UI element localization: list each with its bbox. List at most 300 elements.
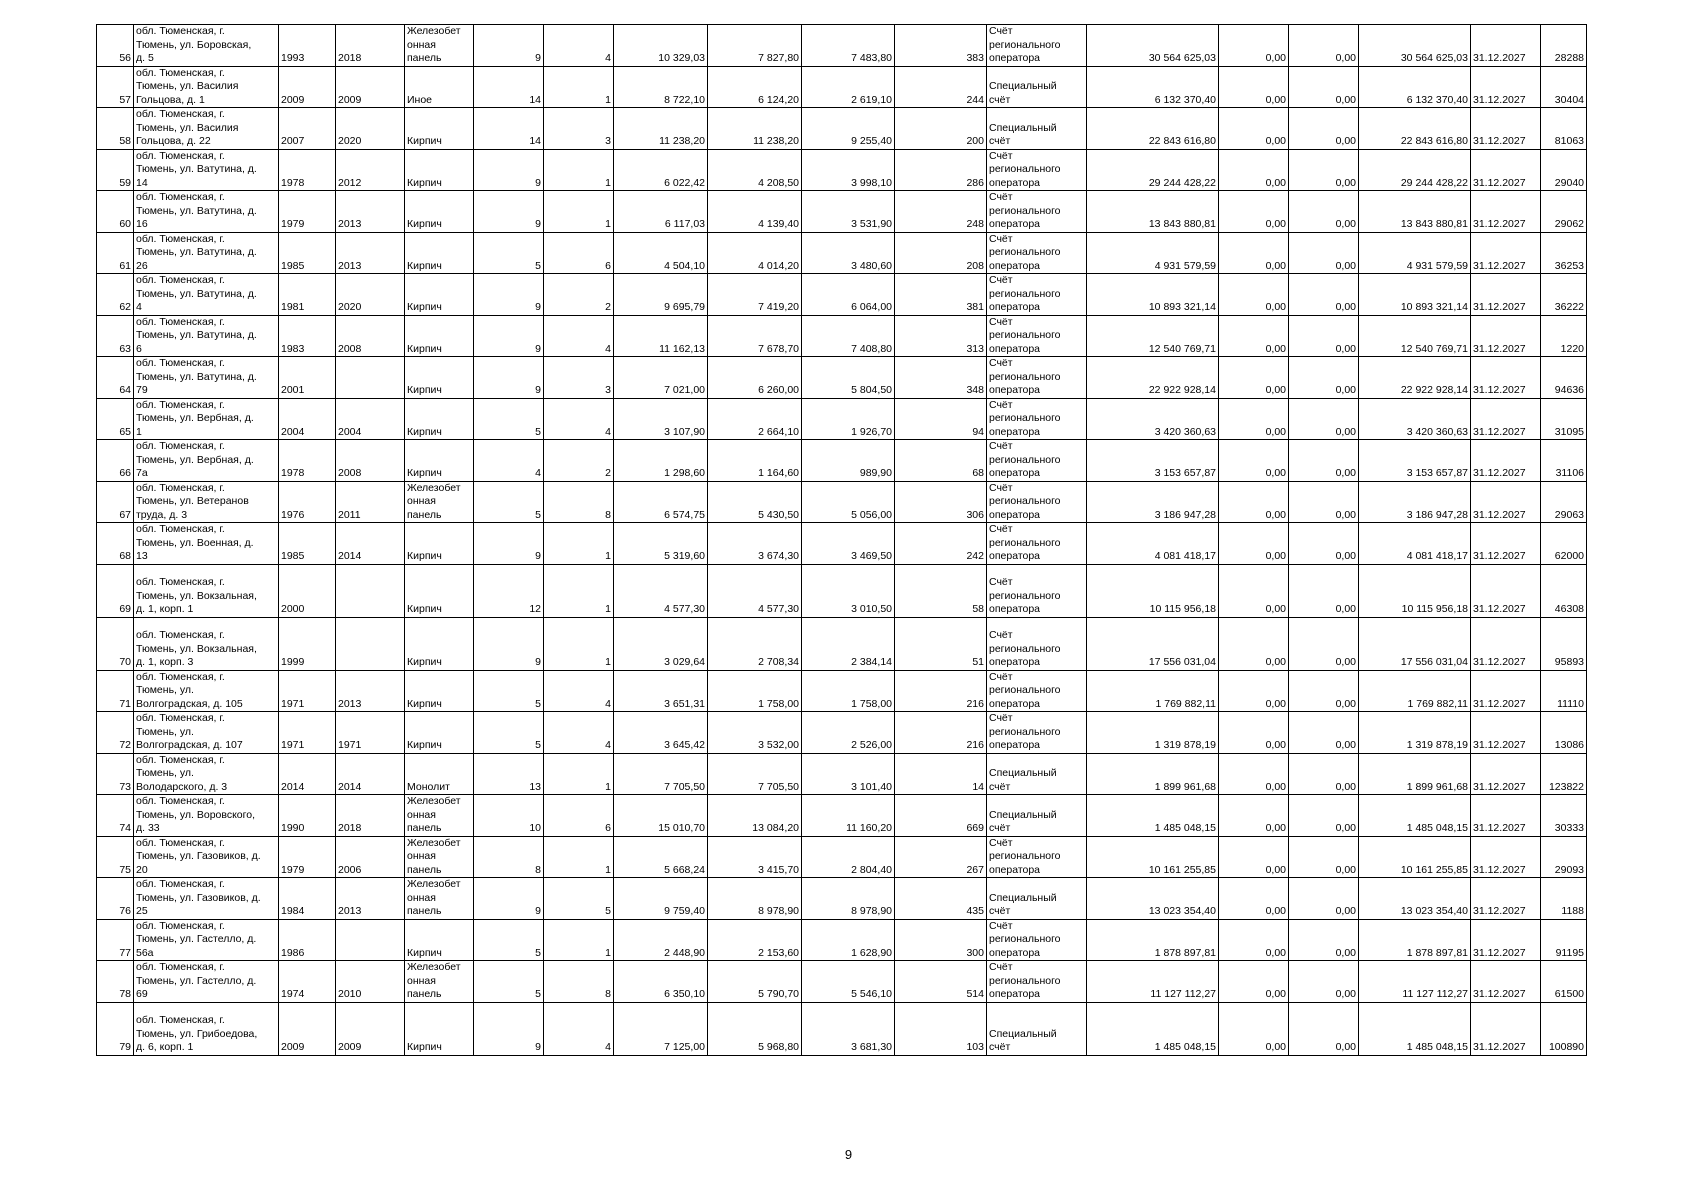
overhaul-year-cell: 2011 <box>336 481 405 523</box>
house-id-cell: 36253 <box>1541 232 1587 274</box>
residential-area-cell: 6 064,00 <box>802 274 895 316</box>
row-number: 60 <box>97 191 134 233</box>
residential-area-cell: 7 483,80 <box>802 25 895 67</box>
total-area-cell: 9 759,40 <box>614 878 708 920</box>
house-id-cell: 30333 <box>1541 795 1587 837</box>
zero-cell-b: 0,00 <box>1289 712 1359 754</box>
deadline-cell: 31.12.2027 <box>1471 357 1541 399</box>
deadline-cell: 31.12.2027 <box>1471 564 1541 617</box>
residential-area-cell: 9 255,40 <box>802 108 895 150</box>
zero-cell-a: 0,00 <box>1219 274 1289 316</box>
address-cell: обл. Тюменская, г. Тюмень, ул. Гастелло, д. 69 <box>134 961 279 1003</box>
account-type-cell: Счёт регионального оператора <box>987 961 1087 1003</box>
floors-cell: 5 <box>474 670 544 712</box>
zero-cell-b: 0,00 <box>1289 523 1359 565</box>
floors-cell: 9 <box>474 878 544 920</box>
total-sum-cell: 3 153 657,87 <box>1359 440 1471 482</box>
row-number: 74 <box>97 795 134 837</box>
row-number: 64 <box>97 357 134 399</box>
row-number: 72 <box>97 712 134 754</box>
wall-material-cell: Кирпич <box>405 564 474 617</box>
planned-sum-cell: 11 127 112,27 <box>1087 961 1219 1003</box>
planned-sum-cell: 13 843 880,81 <box>1087 191 1219 233</box>
total-area-cell: 7 705,50 <box>614 753 708 795</box>
entrances-cell: 4 <box>544 670 614 712</box>
living-area-cell: 3 674,30 <box>708 523 802 565</box>
table-row <box>97 191 1587 233</box>
total-sum-cell: 1 878 897,81 <box>1359 919 1471 961</box>
residential-area-cell: 5 804,50 <box>802 357 895 399</box>
living-area-cell: 4 208,50 <box>708 149 802 191</box>
row-number: 79 <box>97 1002 134 1055</box>
entrances-cell: 1 <box>544 191 614 233</box>
overhaul-year-cell: 2008 <box>336 440 405 482</box>
zero-cell-a: 0,00 <box>1219 795 1289 837</box>
table-row <box>97 108 1587 150</box>
residential-area-cell: 5 056,00 <box>802 481 895 523</box>
account-type-cell: Счёт регионального оператора <box>987 191 1087 233</box>
table-row <box>97 232 1587 274</box>
total-area-cell: 6 350,10 <box>614 961 708 1003</box>
wall-material-cell: Кирпич <box>405 149 474 191</box>
residents-cell: 242 <box>895 523 987 565</box>
wall-material-cell: Кирпич <box>405 617 474 670</box>
row-number: 66 <box>97 440 134 482</box>
planned-sum-cell: 10 115 956,18 <box>1087 564 1219 617</box>
overhaul-year-cell <box>336 919 405 961</box>
build-year-cell: 2009 <box>279 1002 336 1055</box>
overhaul-year-cell: 2013 <box>336 878 405 920</box>
address-cell: обл. Тюменская, г. Тюмень, ул. Газовиков, д. 20 <box>134 836 279 878</box>
row-number: 57 <box>97 66 134 108</box>
total-area-cell: 4 504,10 <box>614 232 708 274</box>
deadline-cell: 31.12.2027 <box>1471 149 1541 191</box>
deadline-cell: 31.12.2027 <box>1471 753 1541 795</box>
build-year-cell: 1984 <box>279 878 336 920</box>
table-row <box>97 66 1587 108</box>
zero-cell-a: 0,00 <box>1219 670 1289 712</box>
deadline-cell: 31.12.2027 <box>1471 1002 1541 1055</box>
living-area-cell: 2 664,10 <box>708 398 802 440</box>
residents-cell: 14 <box>895 753 987 795</box>
residents-cell: 94 <box>895 398 987 440</box>
total-area-cell: 3 107,90 <box>614 398 708 440</box>
residential-area-cell: 3 101,40 <box>802 753 895 795</box>
residential-area-cell: 989,90 <box>802 440 895 482</box>
overhaul-year-cell: 2020 <box>336 274 405 316</box>
zero-cell-b: 0,00 <box>1289 191 1359 233</box>
zero-cell-a: 0,00 <box>1219 961 1289 1003</box>
floors-cell: 4 <box>474 440 544 482</box>
planned-sum-cell: 17 556 031,04 <box>1087 617 1219 670</box>
floors-cell: 9 <box>474 357 544 399</box>
account-type-cell: Счёт регионального оператора <box>987 440 1087 482</box>
table-row <box>97 795 1587 837</box>
build-year-cell: 1974 <box>279 961 336 1003</box>
wall-material-cell: Кирпич <box>405 357 474 399</box>
entrances-cell: 4 <box>544 1002 614 1055</box>
account-type-cell: Счёт регионального оператора <box>987 357 1087 399</box>
zero-cell-b: 0,00 <box>1289 670 1359 712</box>
deadline-cell: 31.12.2027 <box>1471 440 1541 482</box>
zero-cell-b: 0,00 <box>1289 66 1359 108</box>
deadline-cell: 31.12.2027 <box>1471 712 1541 754</box>
floors-cell: 9 <box>474 523 544 565</box>
address-cell: обл. Тюменская, г. Тюмень, ул. Волгоградская, д. 107 <box>134 712 279 754</box>
residential-area-cell: 2 619,10 <box>802 66 895 108</box>
row-number: 56 <box>97 25 134 67</box>
account-type-cell: Счёт регионального оператора <box>987 919 1087 961</box>
living-area-cell: 3 415,70 <box>708 836 802 878</box>
total-area-cell: 6 574,75 <box>614 481 708 523</box>
residents-cell: 435 <box>895 878 987 920</box>
residential-area-cell: 3 480,60 <box>802 232 895 274</box>
overhaul-year-cell <box>336 357 405 399</box>
house-id-cell: 31106 <box>1541 440 1587 482</box>
total-sum-cell: 22 843 616,80 <box>1359 108 1471 150</box>
wall-material-cell: Кирпич <box>405 523 474 565</box>
house-id-cell: 123822 <box>1541 753 1587 795</box>
residential-area-cell: 3 010,50 <box>802 564 895 617</box>
zero-cell-a: 0,00 <box>1219 149 1289 191</box>
house-id-cell: 13086 <box>1541 712 1587 754</box>
zero-cell-a: 0,00 <box>1219 919 1289 961</box>
zero-cell-a: 0,00 <box>1219 315 1289 357</box>
floors-cell: 9 <box>474 149 544 191</box>
house-id-cell: 81063 <box>1541 108 1587 150</box>
deadline-cell: 31.12.2027 <box>1471 795 1541 837</box>
living-area-cell: 1 758,00 <box>708 670 802 712</box>
overhaul-year-cell: 2014 <box>336 753 405 795</box>
table-body <box>97 25 1587 1056</box>
page-number: 9 <box>844 1147 853 1162</box>
table-row <box>97 357 1587 399</box>
overhaul-year-cell: 2018 <box>336 25 405 67</box>
address-cell: обл. Тюменская, г. Тюмень, ул. Вербная, д. 7а <box>134 440 279 482</box>
overhaul-year-cell: 2013 <box>336 191 405 233</box>
floors-cell: 13 <box>474 753 544 795</box>
row-number: 67 <box>97 481 134 523</box>
zero-cell-a: 0,00 <box>1219 617 1289 670</box>
entrances-cell: 4 <box>544 315 614 357</box>
account-type-cell: Счёт регионального оператора <box>987 149 1087 191</box>
total-sum-cell: 10 893 321,14 <box>1359 274 1471 316</box>
deadline-cell: 31.12.2027 <box>1471 232 1541 274</box>
residential-area-cell: 2 804,40 <box>802 836 895 878</box>
floors-cell: 9 <box>474 315 544 357</box>
residents-cell: 383 <box>895 25 987 67</box>
planned-sum-cell: 3 186 947,28 <box>1087 481 1219 523</box>
overhaul-year-cell <box>336 564 405 617</box>
house-id-cell: 29093 <box>1541 836 1587 878</box>
zero-cell-b: 0,00 <box>1289 25 1359 67</box>
deadline-cell: 31.12.2027 <box>1471 25 1541 67</box>
entrances-cell: 1 <box>544 617 614 670</box>
table-row <box>97 753 1587 795</box>
total-area-cell: 3 029,64 <box>614 617 708 670</box>
row-number: 65 <box>97 398 134 440</box>
account-type-cell: Специальный счёт <box>987 753 1087 795</box>
residents-cell: 286 <box>895 149 987 191</box>
account-type-cell: Специальный счёт <box>987 66 1087 108</box>
planned-sum-cell: 1 319 878,19 <box>1087 712 1219 754</box>
address-cell: обл. Тюменская, г. Тюмень, ул. Вокзальная, д. 1, корп. 1 <box>134 564 279 617</box>
total-sum-cell: 6 132 370,40 <box>1359 66 1471 108</box>
table-row <box>97 670 1587 712</box>
deadline-cell: 31.12.2027 <box>1471 191 1541 233</box>
house-id-cell: 95893 <box>1541 617 1587 670</box>
living-area-cell: 7 419,20 <box>708 274 802 316</box>
total-sum-cell: 22 922 928,14 <box>1359 357 1471 399</box>
table-row <box>97 712 1587 754</box>
residential-area-cell: 7 408,80 <box>802 315 895 357</box>
overhaul-year-cell: 2009 <box>336 1002 405 1055</box>
planned-sum-cell: 4 931 579,59 <box>1087 232 1219 274</box>
row-number: 59 <box>97 149 134 191</box>
entrances-cell: 1 <box>544 149 614 191</box>
total-area-cell: 10 329,03 <box>614 25 708 67</box>
planned-sum-cell: 1 485 048,15 <box>1087 795 1219 837</box>
total-sum-cell: 1 319 878,19 <box>1359 712 1471 754</box>
overhaul-year-cell: 2008 <box>336 315 405 357</box>
account-type-cell: Счёт регионального оператора <box>987 315 1087 357</box>
living-area-cell: 5 430,50 <box>708 481 802 523</box>
address-cell: обл. Тюменская, г. Тюмень, ул. Боровская, д. 5 <box>134 25 279 67</box>
zero-cell-b: 0,00 <box>1289 481 1359 523</box>
residential-area-cell: 11 160,20 <box>802 795 895 837</box>
living-area-cell: 4 014,20 <box>708 232 802 274</box>
deadline-cell: 31.12.2027 <box>1471 108 1541 150</box>
floors-cell: 10 <box>474 795 544 837</box>
entrances-cell: 1 <box>544 564 614 617</box>
overhaul-year-cell <box>336 617 405 670</box>
zero-cell-b: 0,00 <box>1289 753 1359 795</box>
total-area-cell: 9 695,79 <box>614 274 708 316</box>
residents-cell: 514 <box>895 961 987 1003</box>
account-type-cell: Счёт регионального оператора <box>987 481 1087 523</box>
build-year-cell: 1985 <box>279 232 336 274</box>
living-area-cell: 7 678,70 <box>708 315 802 357</box>
entrances-cell: 1 <box>544 753 614 795</box>
build-year-cell: 1971 <box>279 670 336 712</box>
planned-sum-cell: 22 922 928,14 <box>1087 357 1219 399</box>
wall-material-cell: Кирпич <box>405 191 474 233</box>
total-area-cell: 1 298,60 <box>614 440 708 482</box>
account-type-cell: Счёт регионального оператора <box>987 398 1087 440</box>
total-area-cell: 3 651,31 <box>614 670 708 712</box>
house-id-cell: 94636 <box>1541 357 1587 399</box>
residential-area-cell: 3 681,30 <box>802 1002 895 1055</box>
residents-cell: 216 <box>895 712 987 754</box>
table-row <box>97 274 1587 316</box>
entrances-cell: 1 <box>544 66 614 108</box>
total-sum-cell: 3 420 360,63 <box>1359 398 1471 440</box>
deadline-cell: 31.12.2027 <box>1471 961 1541 1003</box>
residential-area-cell: 3 469,50 <box>802 523 895 565</box>
living-area-cell: 6 124,20 <box>708 66 802 108</box>
total-sum-cell: 11 127 112,27 <box>1359 961 1471 1003</box>
house-id-cell: 30404 <box>1541 66 1587 108</box>
wall-material-cell: Кирпич <box>405 315 474 357</box>
entrances-cell: 1 <box>544 523 614 565</box>
total-sum-cell: 4 081 418,17 <box>1359 523 1471 565</box>
table-row <box>97 961 1587 1003</box>
total-area-cell: 15 010,70 <box>614 795 708 837</box>
zero-cell-b: 0,00 <box>1289 1002 1359 1055</box>
row-number: 78 <box>97 961 134 1003</box>
table-row <box>97 836 1587 878</box>
planned-sum-cell: 10 161 255,85 <box>1087 836 1219 878</box>
address-cell: обл. Тюменская, г. Тюмень, ул. Ватутина, д. 6 <box>134 315 279 357</box>
total-area-cell: 5 319,60 <box>614 523 708 565</box>
build-year-cell: 1985 <box>279 523 336 565</box>
planned-sum-cell: 30 564 625,03 <box>1087 25 1219 67</box>
house-id-cell: 100890 <box>1541 1002 1587 1055</box>
wall-material-cell: Кирпич <box>405 274 474 316</box>
deadline-cell: 31.12.2027 <box>1471 670 1541 712</box>
build-year-cell: 1976 <box>279 481 336 523</box>
zero-cell-a: 0,00 <box>1219 357 1289 399</box>
table-row <box>97 440 1587 482</box>
address-cell: обл. Тюменская, г. Тюмень, ул. Василия Гольцова, д. 1 <box>134 66 279 108</box>
address-cell: обл. Тюменская, г. Тюмень, ул. Газовиков, д. 25 <box>134 878 279 920</box>
table-row <box>97 481 1587 523</box>
planned-sum-cell: 13 023 354,40 <box>1087 878 1219 920</box>
account-type-cell: Специальный счёт <box>987 108 1087 150</box>
planned-sum-cell: 10 893 321,14 <box>1087 274 1219 316</box>
deadline-cell: 31.12.2027 <box>1471 523 1541 565</box>
build-year-cell: 1983 <box>279 315 336 357</box>
zero-cell-b: 0,00 <box>1289 919 1359 961</box>
planned-sum-cell: 3 420 360,63 <box>1087 398 1219 440</box>
residents-cell: 313 <box>895 315 987 357</box>
address-cell: обл. Тюменская, г. Тюмень, ул. Воровского, д. 33 <box>134 795 279 837</box>
total-sum-cell: 13 843 880,81 <box>1359 191 1471 233</box>
floors-cell: 5 <box>474 398 544 440</box>
house-id-cell: 29040 <box>1541 149 1587 191</box>
house-id-cell: 1188 <box>1541 878 1587 920</box>
entrances-cell: 2 <box>544 440 614 482</box>
entrances-cell: 1 <box>544 919 614 961</box>
build-year-cell: 1993 <box>279 25 336 67</box>
address-cell: обл. Тюменская, г. Тюмень, ул. Ватутина, д. 4 <box>134 274 279 316</box>
living-area-cell: 8 978,90 <box>708 878 802 920</box>
overhaul-year-cell: 2018 <box>336 795 405 837</box>
residents-cell: 669 <box>895 795 987 837</box>
floors-cell: 8 <box>474 836 544 878</box>
table-row <box>97 919 1587 961</box>
row-number: 62 <box>97 274 134 316</box>
wall-material-cell: Железобет онная панель <box>405 795 474 837</box>
residents-cell: 306 <box>895 481 987 523</box>
residents-cell: 51 <box>895 617 987 670</box>
house-id-cell: 28288 <box>1541 25 1587 67</box>
entrances-cell: 8 <box>544 481 614 523</box>
table-row <box>97 149 1587 191</box>
wall-material-cell: Кирпич <box>405 919 474 961</box>
zero-cell-b: 0,00 <box>1289 961 1359 1003</box>
house-id-cell: 36222 <box>1541 274 1587 316</box>
zero-cell-a: 0,00 <box>1219 440 1289 482</box>
zero-cell-b: 0,00 <box>1289 836 1359 878</box>
zero-cell-b: 0,00 <box>1289 357 1359 399</box>
total-sum-cell: 3 186 947,28 <box>1359 481 1471 523</box>
zero-cell-b: 0,00 <box>1289 795 1359 837</box>
floors-cell: 9 <box>474 617 544 670</box>
wall-material-cell: Кирпич <box>405 108 474 150</box>
table-row <box>97 523 1587 565</box>
residential-area-cell: 1 628,90 <box>802 919 895 961</box>
living-area-cell: 5 790,70 <box>708 961 802 1003</box>
address-cell: обл. Тюменская, г. Тюмень, ул. Ватутина, д. 26 <box>134 232 279 274</box>
residential-area-cell: 3 998,10 <box>802 149 895 191</box>
living-area-cell: 2 708,34 <box>708 617 802 670</box>
overhaul-year-cell: 2013 <box>336 670 405 712</box>
wall-material-cell: Кирпич <box>405 232 474 274</box>
register-table <box>96 24 1587 1056</box>
overhaul-year-cell: 2009 <box>336 66 405 108</box>
build-year-cell: 1981 <box>279 274 336 316</box>
living-area-cell: 4 139,40 <box>708 191 802 233</box>
wall-material-cell: Кирпич <box>405 712 474 754</box>
address-cell: обл. Тюменская, г. Тюмень, ул. Вокзальная, д. 1, корп. 3 <box>134 617 279 670</box>
total-area-cell: 6 117,03 <box>614 191 708 233</box>
house-id-cell: 62000 <box>1541 523 1587 565</box>
house-id-cell: 46308 <box>1541 564 1587 617</box>
entrances-cell: 6 <box>544 232 614 274</box>
residential-area-cell: 2 384,14 <box>802 617 895 670</box>
deadline-cell: 31.12.2027 <box>1471 919 1541 961</box>
address-cell: обл. Тюменская, г. Тюмень, ул. Военная, д. 13 <box>134 523 279 565</box>
total-area-cell: 5 668,24 <box>614 836 708 878</box>
living-area-cell: 7 827,80 <box>708 25 802 67</box>
total-sum-cell: 13 023 354,40 <box>1359 878 1471 920</box>
account-type-cell: Специальный счёт <box>987 1002 1087 1055</box>
zero-cell-b: 0,00 <box>1289 108 1359 150</box>
planned-sum-cell: 4 081 418,17 <box>1087 523 1219 565</box>
address-cell: обл. Тюменская, г. Тюмень, ул. Володарского, д. 3 <box>134 753 279 795</box>
planned-sum-cell: 1 878 897,81 <box>1087 919 1219 961</box>
zero-cell-b: 0,00 <box>1289 315 1359 357</box>
overhaul-year-cell: 2014 <box>336 523 405 565</box>
house-id-cell: 1220 <box>1541 315 1587 357</box>
row-number: 70 <box>97 617 134 670</box>
zero-cell-b: 0,00 <box>1289 617 1359 670</box>
residential-area-cell: 8 978,90 <box>802 878 895 920</box>
zero-cell-a: 0,00 <box>1219 191 1289 233</box>
account-type-cell: Счёт регионального оператора <box>987 523 1087 565</box>
address-cell: обл. Тюменская, г. Тюмень, ул. Гастелло, д. 56а <box>134 919 279 961</box>
wall-material-cell: Кирпич <box>405 440 474 482</box>
address-cell: обл. Тюменская, г. Тюмень, ул. Ватутина, д. 16 <box>134 191 279 233</box>
account-type-cell: Счёт регионального оператора <box>987 274 1087 316</box>
deadline-cell: 31.12.2027 <box>1471 398 1541 440</box>
deadline-cell: 31.12.2027 <box>1471 66 1541 108</box>
address-cell: обл. Тюменская, г. Тюмень, ул. Вербная, д. 1 <box>134 398 279 440</box>
house-id-cell: 11110 <box>1541 670 1587 712</box>
zero-cell-a: 0,00 <box>1219 398 1289 440</box>
residents-cell: 200 <box>895 108 987 150</box>
account-type-cell: Счёт регионального оператора <box>987 617 1087 670</box>
zero-cell-a: 0,00 <box>1219 712 1289 754</box>
entrances-cell: 3 <box>544 357 614 399</box>
build-year-cell: 2009 <box>279 66 336 108</box>
zero-cell-a: 0,00 <box>1219 753 1289 795</box>
wall-material-cell: Железобет онная панель <box>405 481 474 523</box>
total-area-cell: 6 022,42 <box>614 149 708 191</box>
zero-cell-a: 0,00 <box>1219 523 1289 565</box>
deadline-cell: 31.12.2027 <box>1471 481 1541 523</box>
